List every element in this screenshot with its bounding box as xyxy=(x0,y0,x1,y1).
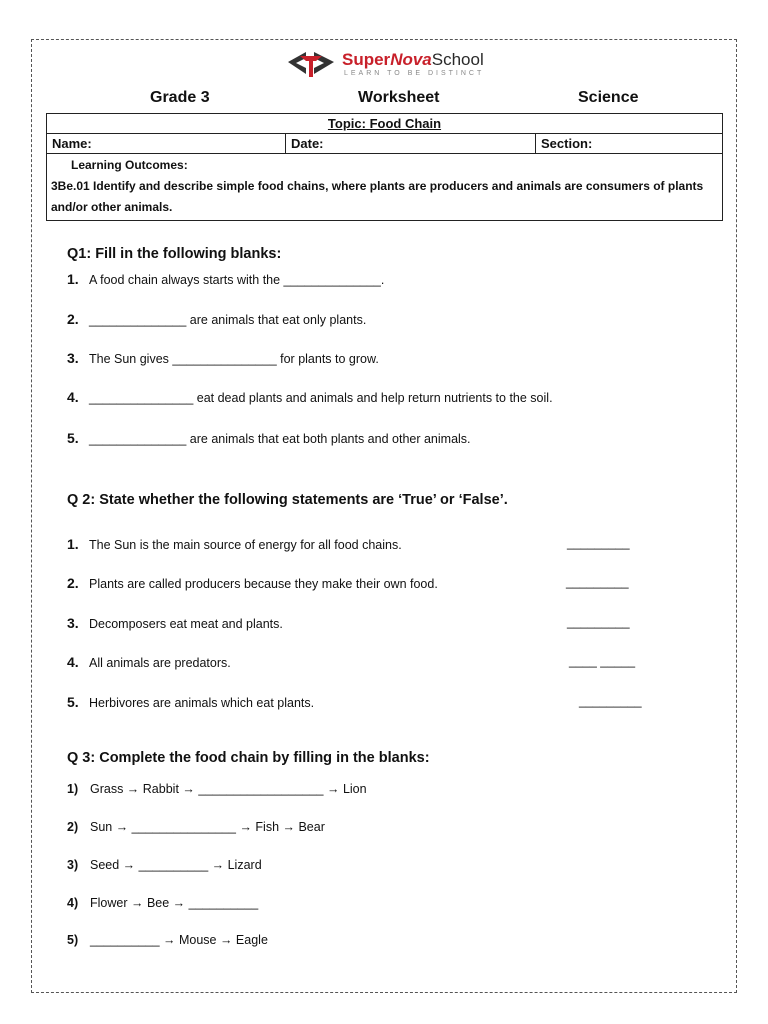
q3-item[interactable]: 4) Flower → Bee → __________ xyxy=(67,896,259,910)
q1-heading: Q1: Fill in the following blanks: xyxy=(67,246,282,262)
q2-item: 2. Plants are called producers because they make their own food. xyxy=(67,575,438,591)
q2-answer-blank[interactable]: ____ _____ xyxy=(569,654,636,668)
subject-title: Science xyxy=(578,89,639,106)
school-logo xyxy=(286,44,506,84)
q3-heading: Q 3: Complete the food chain by filling in the blanks: xyxy=(67,750,430,766)
q2-answer-blank[interactable]: _________ xyxy=(567,615,630,629)
q1-item[interactable]: 1. A food chain always starts with the ______________. xyxy=(67,271,385,287)
worksheet-title: Worksheet xyxy=(358,89,440,106)
outcomes-title: Learning Outcomes: xyxy=(71,158,188,172)
student-info-table xyxy=(46,113,723,221)
q1-item[interactable]: 3. The Sun gives _______________ for plants to grow. xyxy=(67,350,379,366)
logo-mark-icon xyxy=(286,48,336,80)
q1-item[interactable]: 4. _______________ eat dead plants and animals and help return nutrients to the soil. xyxy=(67,389,553,405)
grade-title: Grade 3 xyxy=(150,89,210,106)
q3-item[interactable]: 2) Sun → _______________ → Fish → Bear xyxy=(67,820,325,834)
section-field[interactable]: Section: xyxy=(536,134,723,154)
q2-answer-blank[interactable]: _________ xyxy=(579,694,642,708)
outcomes-text: 3Be.01 Identify and describe simple food chains, where plants are producers and animals are consumers of plants and/or other animals. xyxy=(51,179,704,214)
learning-outcomes xyxy=(47,154,723,221)
brand-tagline: LEARN TO BE DISTINCT xyxy=(344,70,485,77)
q3-item[interactable]: 1) Grass → Rabbit → __________________ → Lion xyxy=(67,782,367,796)
brand-name: SuperNovaSchool xyxy=(342,50,484,69)
topic-cell: Topic: Food Chain xyxy=(47,114,723,134)
q2-item: 3. Decomposers eat meat and plants. xyxy=(67,615,283,631)
q2-item: 5. Herbivores are animals which eat plants. xyxy=(67,694,315,710)
q1-item[interactable]: 2. ______________ are animals that eat only plants. xyxy=(67,311,367,327)
q2-item: 1. The Sun is the main source of energy for all food chains. xyxy=(67,536,402,552)
q2-heading: Q 2: State whether the following statements are ‘True’ or ‘False’. xyxy=(67,492,508,508)
q1-item[interactable]: 5. ______________ are animals that eat both plants and other animals. xyxy=(67,430,471,446)
q3-item[interactable]: 5) __________ → Mouse → Eagle xyxy=(67,933,268,947)
q2-answer-blank[interactable]: _________ xyxy=(566,575,629,589)
q3-item[interactable]: 3) Seed → __________ → Lizard xyxy=(67,858,262,872)
q2-answer-blank[interactable]: _________ xyxy=(567,536,630,550)
name-field[interactable]: Name: xyxy=(47,134,286,154)
q2-item: 4. All animals are predators. xyxy=(67,654,231,670)
date-field[interactable]: Date: xyxy=(286,134,536,154)
